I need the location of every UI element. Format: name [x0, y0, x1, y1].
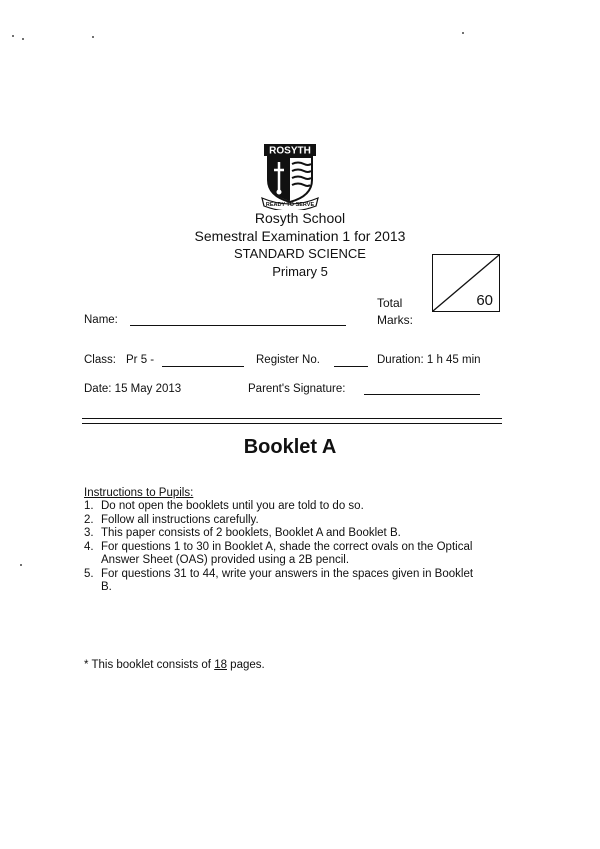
- register-label: Register No.: [256, 354, 320, 366]
- instruction-text: This paper consists of 2 booklets, Booklet A and Booklet B.: [101, 527, 401, 539]
- instructions-heading: Instructions to Pupils:: [84, 487, 194, 499]
- name-field[interactable]: [130, 324, 346, 326]
- scan-speck: [22, 38, 24, 40]
- scan-speck: [12, 35, 14, 37]
- scan-speck: [20, 564, 22, 566]
- instruction-text: Do not open the booklets until you are told to do so.: [101, 500, 364, 512]
- instruction-number: 2.: [84, 513, 94, 526]
- school-crest-logo: [258, 140, 322, 210]
- instruction-text: For questions 31 to 44, write your answers in the spaces given in Booklet B.: [101, 567, 474, 593]
- register-field[interactable]: [334, 365, 368, 367]
- class-label: Class:: [84, 354, 116, 366]
- date-text: Date: 15 May 2013: [84, 383, 182, 395]
- divider-rule-top: [82, 418, 502, 419]
- exam-title: Semestral Examination 1 for 2013: [194, 228, 406, 244]
- signature-field[interactable]: [364, 393, 480, 395]
- page-count-note: [84, 659, 265, 671]
- school-name: Rosyth School: [254, 210, 346, 226]
- instructions-list: [84, 500, 484, 595]
- instruction-item: [84, 514, 484, 528]
- scan-speck: [92, 36, 94, 38]
- total-marks-value: 60: [476, 292, 493, 309]
- signature-label: Parent's Signature:: [248, 383, 346, 395]
- level-title: Primary 5: [272, 264, 328, 279]
- instruction-item: [84, 568, 484, 595]
- page-count-prefix: * This booklet consists of: [84, 659, 215, 671]
- page-count-value: 18: [214, 659, 227, 671]
- instruction-item: [84, 500, 484, 514]
- crest-motto-text: READY TO SERVE: [265, 202, 315, 208]
- instruction-item: [84, 527, 484, 541]
- instruction-item: [84, 541, 484, 568]
- class-prefix: Pr 5 -: [126, 354, 155, 366]
- divider-rule-bottom: [82, 423, 502, 424]
- instruction-number: 5.: [84, 567, 94, 580]
- class-field[interactable]: [162, 365, 244, 367]
- subject-title: STANDARD SCIENCE: [234, 246, 366, 261]
- total-label: Total: [377, 296, 403, 310]
- booklet-title: Booklet A: [243, 436, 337, 458]
- instruction-text: Follow all instructions carefully.: [101, 513, 259, 526]
- instruction-number: 4.: [84, 540, 94, 553]
- total-marks-box: [432, 254, 500, 312]
- crest-banner-text: ROSYTH: [269, 145, 311, 157]
- instruction-text: For questions 1 to 30 in Booklet A, shade the correct ovals on the Optical Answer Sheet (OAS) provided using a 2B pencil.: [101, 540, 473, 566]
- marks-label: Marks:: [377, 313, 413, 327]
- scan-speck: [462, 32, 464, 34]
- page-count-suffix: pages.: [226, 659, 265, 671]
- instruction-number: 1.: [84, 500, 94, 512]
- name-label: Name:: [84, 314, 118, 326]
- instruction-number: 3.: [84, 527, 94, 539]
- duration-text: Duration: 1 h 45 min: [377, 354, 481, 366]
